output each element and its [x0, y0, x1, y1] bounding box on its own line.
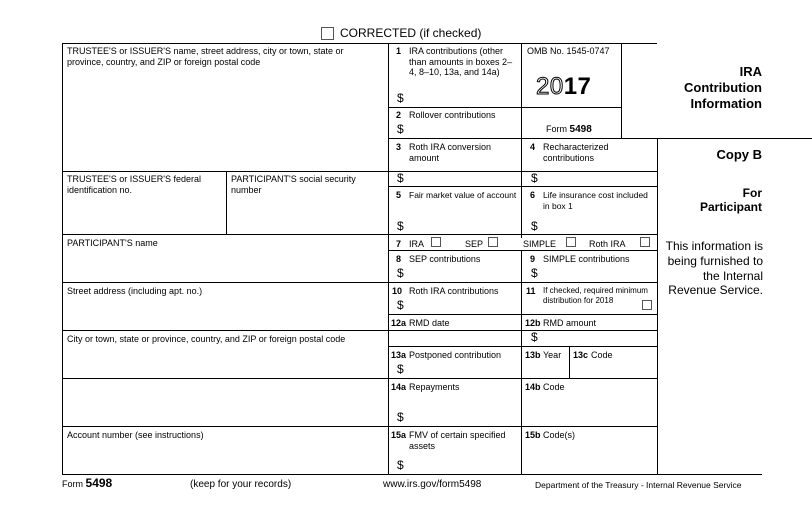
- box-7-simple-label: SIMPLE: [523, 239, 557, 249]
- tax-year-prefix: 20: [536, 73, 564, 100]
- box-13c-number: 13c: [573, 350, 589, 360]
- box-11-checkbox[interactable]: [642, 300, 652, 310]
- box-15b-label: Code(s): [543, 430, 576, 440]
- box-14b-number: 14b: [525, 382, 541, 392]
- box-7-roth-checkbox[interactable]: [640, 237, 650, 247]
- grid-line: [621, 43, 622, 138]
- box-3-label: Roth IRA conversion amount: [409, 142, 492, 163]
- box-3-dollar: $: [397, 171, 404, 185]
- box-10-number: 10: [392, 286, 403, 296]
- box-4-dollar: $: [531, 171, 538, 185]
- footer-department: Department of the Treasury - Internal Revenue Service: [535, 480, 742, 490]
- footer-form-label: Form: [62, 479, 83, 489]
- box-5-label: Fair market value of account: [409, 190, 517, 200]
- omb-form-number: [546, 124, 592, 136]
- box-12b-label: RMD amount: [543, 318, 597, 328]
- grid-line: [62, 282, 657, 283]
- box-13c-label: Code: [591, 350, 613, 360]
- box-9-label: SIMPLE contributions: [543, 254, 630, 264]
- copy-name: Copy B: [716, 147, 762, 162]
- box-14a-label: Repayments: [409, 382, 460, 392]
- grid-line: [62, 330, 657, 331]
- grid-line: [62, 474, 762, 475]
- grid-line: [521, 250, 522, 474]
- box-7-sep-label: SEP: [465, 239, 484, 249]
- box-13b-number: 13b: [525, 350, 541, 360]
- grid-line: [62, 171, 657, 172]
- box-1-dollar: $: [397, 91, 404, 105]
- participant-name-label: PARTICIPANT'S name: [67, 238, 158, 248]
- city-label: City or town, state or province, country, and ZIP or foreign postal code: [67, 334, 346, 344]
- grid-line: [388, 138, 812, 139]
- box-2-number: 2: [396, 110, 402, 120]
- trustee-fed-id-label: TRUSTEE'S or ISSUER'S federal identification no.: [67, 174, 201, 195]
- grid-line: [657, 138, 658, 474]
- box-11-label: If checked, required minimum distribution for 2018: [543, 286, 648, 305]
- copy-notice: This information is being furnished to the Internal Revenue Service.: [665, 239, 763, 298]
- box-8-number: 8: [396, 254, 402, 264]
- box-1-label: IRA contributions (other than amounts in boxes 2–4, 8–10, 13a, and 14a): [409, 46, 513, 77]
- grid-line: [388, 186, 657, 187]
- box-13b-label: Year: [543, 350, 562, 360]
- participant-ssn-label: PARTICIPANT'S social security number: [231, 174, 356, 195]
- box-2-dollar: $: [397, 122, 404, 136]
- copy-for: For Participant: [699, 186, 762, 214]
- grid-line: [62, 43, 657, 44]
- box-13a-number: 13a: [391, 350, 407, 360]
- box-9-dollar: $: [531, 266, 538, 280]
- box-7-simple-checkbox[interactable]: [566, 237, 576, 247]
- corrected-label: CORRECTED (if checked): [340, 26, 482, 40]
- box-8-label: SEP contributions: [409, 254, 481, 264]
- box-8-dollar: $: [397, 266, 404, 280]
- box-7-ira-label: IRA: [409, 239, 425, 249]
- omb-number: OMB No. 1545-0747: [527, 46, 610, 56]
- box-15a-number: 15a: [391, 430, 407, 440]
- footer-form-number: [62, 477, 112, 491]
- box-14a-number: 14a: [391, 382, 407, 392]
- grid-line: [226, 171, 227, 234]
- box-9-number: 9: [530, 254, 536, 264]
- box-2-label: Rollover contributions: [409, 110, 496, 120]
- box-12a-number: 12a: [391, 318, 407, 328]
- box-15b-number: 15b: [525, 430, 541, 440]
- omb-form-value: 5498: [569, 124, 592, 135]
- grid-line: [521, 43, 522, 238]
- box-13a-dollar: $: [397, 362, 404, 376]
- box-7-number: 7: [396, 239, 402, 249]
- form-title: IRA Contribution Information: [684, 64, 762, 111]
- tax-year-suffix: 17: [563, 73, 592, 100]
- footer-keep-records: (keep for your records): [190, 479, 292, 490]
- box-15a-label: FMV of certain specified assets: [409, 430, 506, 451]
- grid-line: [62, 378, 657, 379]
- box-7-sep-checkbox[interactable]: [488, 237, 498, 247]
- box-1-number: 1: [396, 46, 402, 56]
- box-12b-number: 12b: [525, 318, 541, 328]
- account-number-label: Account number (see instructions): [67, 430, 204, 440]
- box-4-number: 4: [530, 142, 536, 152]
- grid-line: [569, 346, 570, 378]
- grid-line: [388, 314, 657, 315]
- footer-form-value: 5498: [85, 476, 113, 490]
- grid-line: [388, 43, 389, 474]
- trustee-name-label: TRUSTEE'S or ISSUER'S name, street address, city or town, state or province, country, and ZIP or foreign postal code: [67, 46, 344, 67]
- box-6-number: 6: [530, 190, 536, 200]
- tax-year: [536, 74, 591, 100]
- omb-form-label: Form: [546, 124, 567, 134]
- box-10-dollar: $: [397, 298, 404, 312]
- footer-url: www.irs.gov/form5498: [383, 479, 482, 490]
- street-address-label: Street address (including apt. no.): [67, 286, 203, 296]
- box-6-dollar: $: [531, 219, 538, 233]
- box-3-number: 3: [396, 142, 402, 152]
- box-12a-label: RMD date: [409, 318, 450, 328]
- box-7-ira-checkbox[interactable]: [431, 237, 441, 247]
- box-12b-dollar: $: [531, 330, 538, 344]
- box-5-dollar: $: [397, 219, 404, 233]
- grid-line: [388, 250, 657, 251]
- box-14b-label: Code: [543, 382, 565, 392]
- box-11-number: 11: [526, 286, 536, 296]
- grid-line: [62, 234, 657, 235]
- box-15a-dollar: $: [397, 458, 404, 472]
- grid-line: [62, 426, 657, 427]
- box-7-roth-label: Roth IRA: [589, 239, 626, 249]
- box-10-label: Roth IRA contributions: [409, 286, 499, 296]
- box-13a-label: Postponed contribution: [409, 350, 502, 360]
- box-4-label: Recharacterized contributions: [543, 142, 609, 163]
- grid-line: [388, 107, 621, 108]
- box-14a-dollar: $: [397, 410, 404, 424]
- grid-line: [388, 346, 657, 347]
- box-5-number: 5: [396, 190, 402, 200]
- box-6-label: Life insurance cost included in box 1: [543, 190, 648, 211]
- grid-line: [62, 43, 63, 474]
- corrected-checkbox[interactable]: [321, 27, 334, 40]
